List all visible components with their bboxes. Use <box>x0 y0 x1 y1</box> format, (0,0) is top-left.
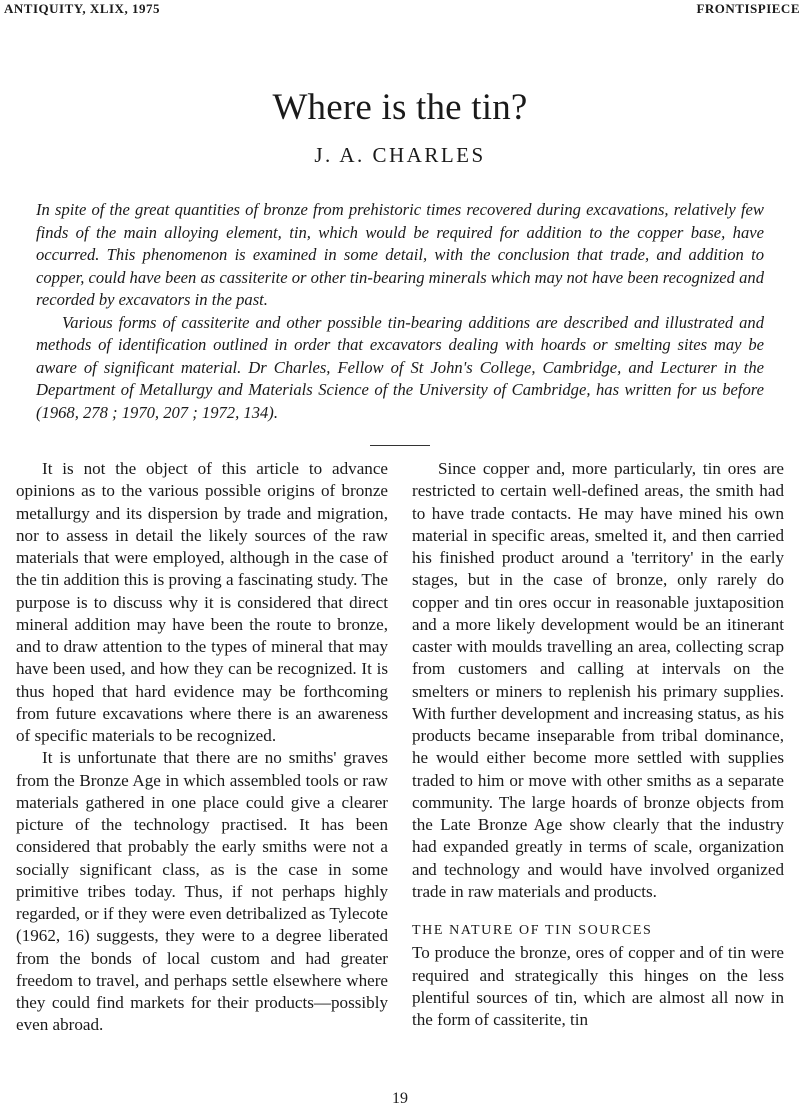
article-title: Where is the tin? <box>272 87 528 128</box>
running-head <box>0 0 800 20</box>
body-column-left <box>16 458 388 1037</box>
body-paragraph: It is not the object of this article to advance opinions as to the various possible origins of bronze metallurgy and its dispersion by trade and migration, nor to assess in detail the likely sources of the raw materials that were employed, although in the case of the tin addition this is proving a fascinating study. The purpose is to discuss why it is considered that direct mineral addition may have been the route to bronze, and to draw attention to the types of mineral that may have been used, and how they can be recognized. It is thus hoped that hard evidence may be forthcoming from future excavations where there is an awareness of specific materials to be recognized. <box>16 459 388 745</box>
section-heading: THE NATURE OF TIN SOURCES <box>412 923 653 938</box>
body-paragraph: It is unfortunate that there are no smiths' graves from the Bronze Age in which assembled tools or raw materials gathered in one place could give a clearer picture of the technology practised. It has been considered that probably the early smiths were not a socially significant class, as is the case in some primitive tribes today. Thus, if not perhaps highly regarded, or if they were even detribalized as Tylecote (1962, 16) suggests, they were to a degree liberated from the bonds of local custom and had greater freedom to travel, and perhaps settle elsewhere where they could find markets for their products—possibly even abroad. <box>16 748 388 1035</box>
journal-citation: ANTIQUITY, XLIX, 1975 <box>4 1 160 16</box>
body-column-right <box>412 458 784 1031</box>
body-paragraph: To produce the bronze, ores of copper and of tin were required and strategically this hinges on the less plentiful sources of tin, which are almost all now in the form of cassiterite, tin <box>412 943 784 1029</box>
body-paragraph: Since copper and, more particularly, tin ores are restricted to certain well-defined areas, the smith had to have trade contacts. He may have mined his own material in specific areas, smelted it, and then carried his finished product around a 'territory' in the early stages, but in the case of bronze, only rarely do copper and tin ores occur in reasonable juxtaposition and a more likely development would be an itinerant caster with moulds travelling an area, collecting scrap from customers and calling at intervals on the smelters or miners to replenish his primary supplies. With further development and increasing status, as his products became inseparable from tribal dominance, he would either become more settled with supplies traded to him or move with other smiths as a separate community. The large hoards of bronze objects from the Late Bronze Age show clearly that the industry had expanded greatly in terms of scale, organization and technology and would have involved organized trade in raw materials and products. <box>412 459 784 901</box>
abstract-paragraph: Various forms of cassiterite and other possible tin-bearing additions are described and illustrated and methods of identification outlined in order that excavators dealing with hoards or smelting sites may be aware of significant material. Dr Charles, Fellow of St John's College, Cambridge, and Lecturer in the Department of Metallurgy and Materials Science of the University of Cambridge, has written for us before (1968, 278 ; 1970, 207 ; 1972, 134). <box>36 312 764 422</box>
section-label: FRONTISPIECE <box>696 1 800 16</box>
abstract-paragraph: In spite of the great quantities of bronze from prehistoric times recovered during excavations, relatively few finds of the main alloying element, tin, which would be required for addition to the copper base, have occurred. This phenomenon is examined in some detail, with the conclusion that trade, and addition to copper, could have been as cassiterite or other tin-bearing minerals which may not have been recognized and recorded by excavators in the past. <box>36 200 764 309</box>
abstract <box>36 199 764 424</box>
page-number: 19 <box>392 1090 408 1107</box>
article-author: J. A. CHARLES <box>314 143 486 167</box>
section-divider <box>370 445 430 446</box>
